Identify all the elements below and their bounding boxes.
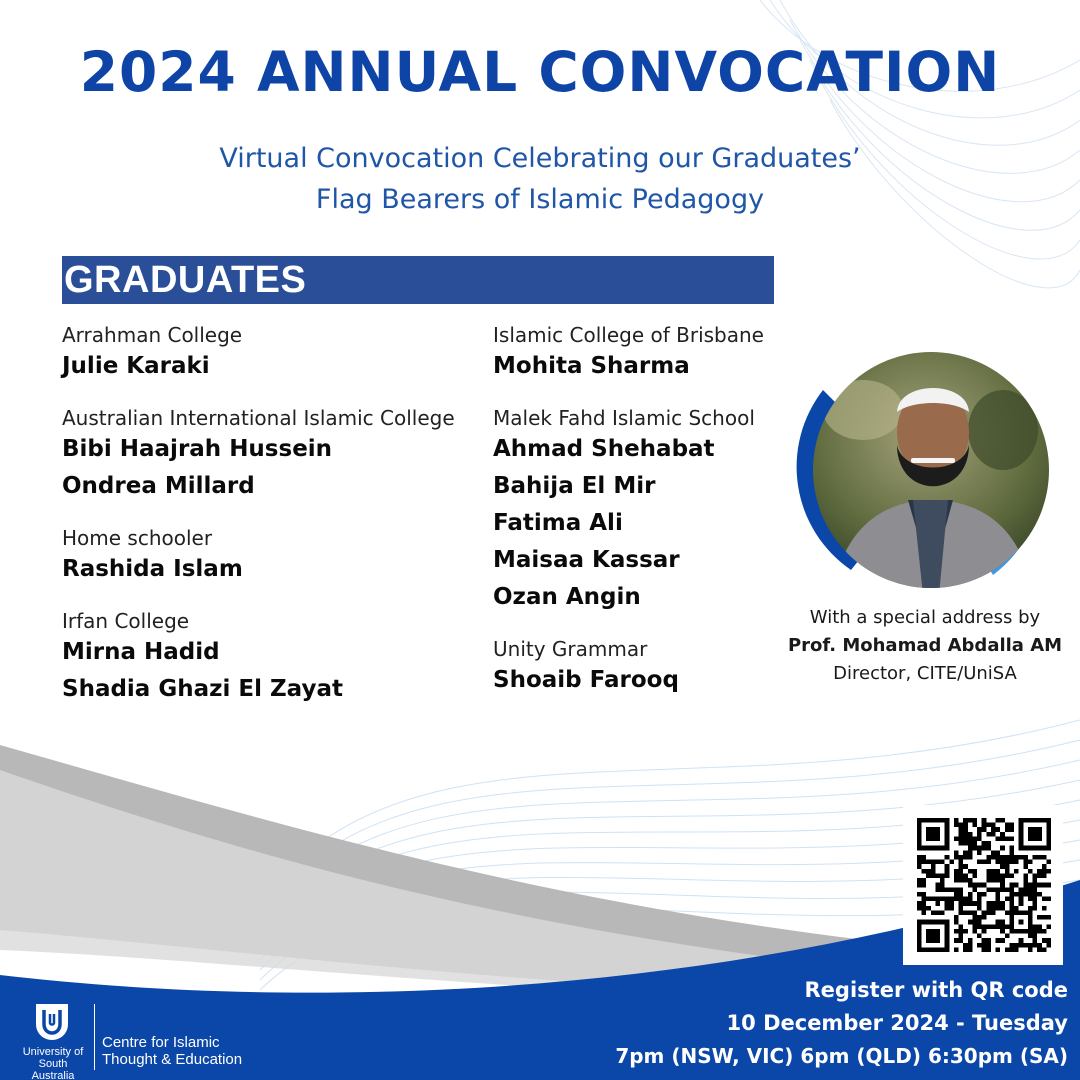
footer-logos: [18, 1000, 248, 1080]
school-name: Home schooler: [62, 526, 213, 550]
graduate-name: Bahija El Mir: [493, 473, 656, 499]
graduate-name: Maisaa Kassar: [493, 547, 680, 573]
school-group: [493, 405, 764, 616]
unisa-line-1: University of: [22, 1046, 84, 1058]
school-group: [62, 405, 455, 505]
school-name: Unity Grammar: [493, 637, 648, 661]
unisa-wordmark: [18, 1046, 88, 1080]
graduate-name: Julie Karaki: [62, 353, 210, 379]
graduates-left-column: [62, 322, 455, 728]
school-name: Malek Fahd Islamic School: [493, 406, 755, 430]
school-name: Irfan College: [62, 609, 190, 633]
school-name: Islamic College of Brisbane: [493, 323, 764, 347]
graduate-name: Mirna Hadid: [62, 639, 220, 665]
speaker-role: Director, CITE/UniSA: [833, 663, 1017, 684]
graduate-name: Ahmad Shehabat: [493, 436, 715, 462]
event-date: 10 December 2024 - Tuesday: [726, 1011, 1068, 1035]
subtitle-line-1: Virtual Convocation Celebrating our Graduates’: [219, 143, 861, 174]
unisa-logo-icon: [32, 1000, 72, 1042]
graduate-name: Bibi Haajrah Hussein: [62, 436, 333, 462]
graduates-right-column: [493, 322, 764, 719]
school-name: Australian International Islamic College: [62, 406, 455, 430]
graduate-name: Rashida Islam: [62, 556, 243, 582]
logo-divider: [94, 1004, 95, 1070]
school-group: [493, 322, 764, 385]
speaker-intro: With a special address by: [809, 607, 1041, 628]
subtitle-line-2: Flag Bearers of Islamic Pedagogy: [315, 184, 765, 215]
graduates-heading-banner: [62, 256, 774, 304]
speaker-photo: [793, 350, 1055, 595]
cite-wordmark: [102, 1034, 242, 1068]
graduate-name: Shadia Ghazi El Zayat: [62, 676, 343, 702]
cite-line-2: Thought & Education: [102, 1051, 243, 1068]
register-cta: Register with QR code: [804, 978, 1068, 1002]
qr-code-box[interactable]: [903, 805, 1063, 965]
school-group: [493, 636, 764, 699]
qr-code-icon[interactable]: [917, 818, 1051, 952]
graduate-name: Mohita Sharma: [493, 353, 690, 379]
page-title: 2024 ANNUAL CONVOCATION: [79, 40, 1001, 104]
graduate-name: Fatima Ali: [493, 510, 623, 536]
graduate-name: Ozan Angin: [493, 584, 641, 610]
graduate-name: Ondrea Millard: [62, 473, 255, 499]
school-group: [62, 525, 455, 588]
graduates-heading: GRADUATES: [64, 259, 307, 301]
speaker-portrait-icon: [793, 350, 1055, 595]
event-times: 7pm (NSW, VIC) 6pm (QLD) 6:30pm (SA): [615, 1044, 1068, 1068]
speaker-name: Prof. Mohamad Abdalla AM: [787, 635, 1063, 656]
graduate-name: Shoaib Farooq: [493, 667, 679, 693]
cite-line-1: Centre for Islamic: [102, 1034, 220, 1051]
school-group: [62, 322, 455, 385]
unisa-line-2: South Australia: [31, 1058, 75, 1080]
school-group: [62, 608, 455, 708]
school-name: Arrahman College: [62, 323, 243, 347]
